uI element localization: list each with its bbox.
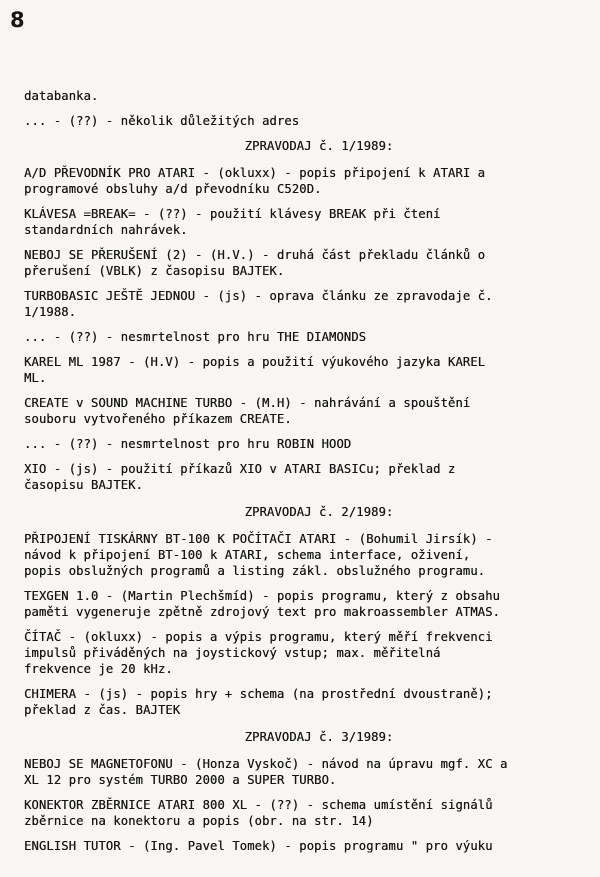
entry-line: XL 12 pro systém TURBO 2000 a SUPER TURBO. [24,773,337,787]
entry-line: ENGLISH TUTOR - (Ing. Pavel Tomek) - popis programu " pro výuku [24,839,493,853]
entry-line: KLÁVESA =BREAK= - (??) - použití klávesy BREAK při čtení [24,207,441,221]
entry-line: paměti vygeneruje zpětně zdrojový text pro makroassembler ATMAS. [24,605,500,619]
entry-line: souboru vytvořeného příkazem CREATE. [24,412,292,426]
entry-line: ... - (??) - nesmrtelnost pro hru ROBIN HOOD [24,437,352,451]
entry-line: CREATE v SOUND MACHINE TURBO - (M.H) - nahrávání a spouštění [24,396,471,410]
entry-line: TEXGEN 1.0 - (Martin Plechšmíd) - popis programu, který z obsahu [24,589,500,603]
section-heading: ZPRAVODAJ č. 1/1989: [244,139,394,153]
entry-line: KAREL ML 1987 - (H.V) - popis a použití výukového jazyka KAREL [24,355,486,369]
entry-line: ML. [24,371,47,385]
entry-line: přerušení (VBLK) z časopisu BAJTEK. [24,264,285,278]
entry-line: PŘIPOJENÍ TISKÁRNY BT-100 K POČÍTAČI ATARI - (Bohumil Jirsík) - [24,532,493,546]
entry-line: A/D PŘEVODNÍK PRO ATARI - (okluxx) - popis připojení k ATARI a [24,166,486,180]
entry-line: časopisu BAJTEK. [24,478,143,492]
entry-line: impulsů přiváděných na joystickový vstup; max. měřitelná [24,646,441,660]
entry-line: standardních nahrávek. [24,223,188,237]
entry-line: 1/1988. [24,305,77,319]
entry-line: TURBOBASIC JEŠTĚ JEDNOU - (js) - oprava článku ze zpravodaje č. [24,289,493,303]
entry-line: NEBOJ SE MAGNETOFONU - (Honza Vyskoč) - návod na úpravu mgf. XC a [24,757,508,771]
entry-line: KONEKTOR ZBĚRNICE ATARI 800 XL - (??) - schema umístění signálů [24,798,493,812]
entry-line: NEBOJ SE PŘERUŠENÍ (2) - (H.V.) - druhá část překladu článků o [24,248,486,262]
entry-line: frekvence je 20 kHz. [24,662,173,676]
entry-line: ... - (??) - nesmrtelnost pro hru THE DIAMONDS [24,330,367,344]
page-number: 8 [10,8,24,32]
section-heading: ZPRAVODAJ č. 2/1989: [244,505,394,519]
entry-line: zběrnice na konektoru a popis (obr. na str. 14) [24,814,374,828]
document-body [24,88,576,854]
section-heading: ZPRAVODAJ č. 3/1989: [244,730,394,744]
entry-line: popis obslužných programů a listing zákl. obslužného programu. [24,564,486,578]
entry-line: programové obsluhy a/d převodníku C520D. [24,182,322,196]
entry-line: CHIMERA - (js) - popis hry + schema (na prostřední dvoustraně); [24,687,493,701]
text-line: databanka. [24,89,99,103]
entry-line: návod k připojení BT-100 k ATARI, schema interface, oživení, [24,548,471,562]
entry-line: XIO - (js) - použití příkazů XIO v ATARI BASICu; překlad z [24,462,456,476]
text-line: ... - (??) - několik důležitých adres [24,114,300,128]
entry-line: ČÍTAČ - (okluxx) - popis a výpis programu, který měří frekvenci [24,630,493,644]
entry-line: překlad z čas. BAJTEK [24,703,181,717]
